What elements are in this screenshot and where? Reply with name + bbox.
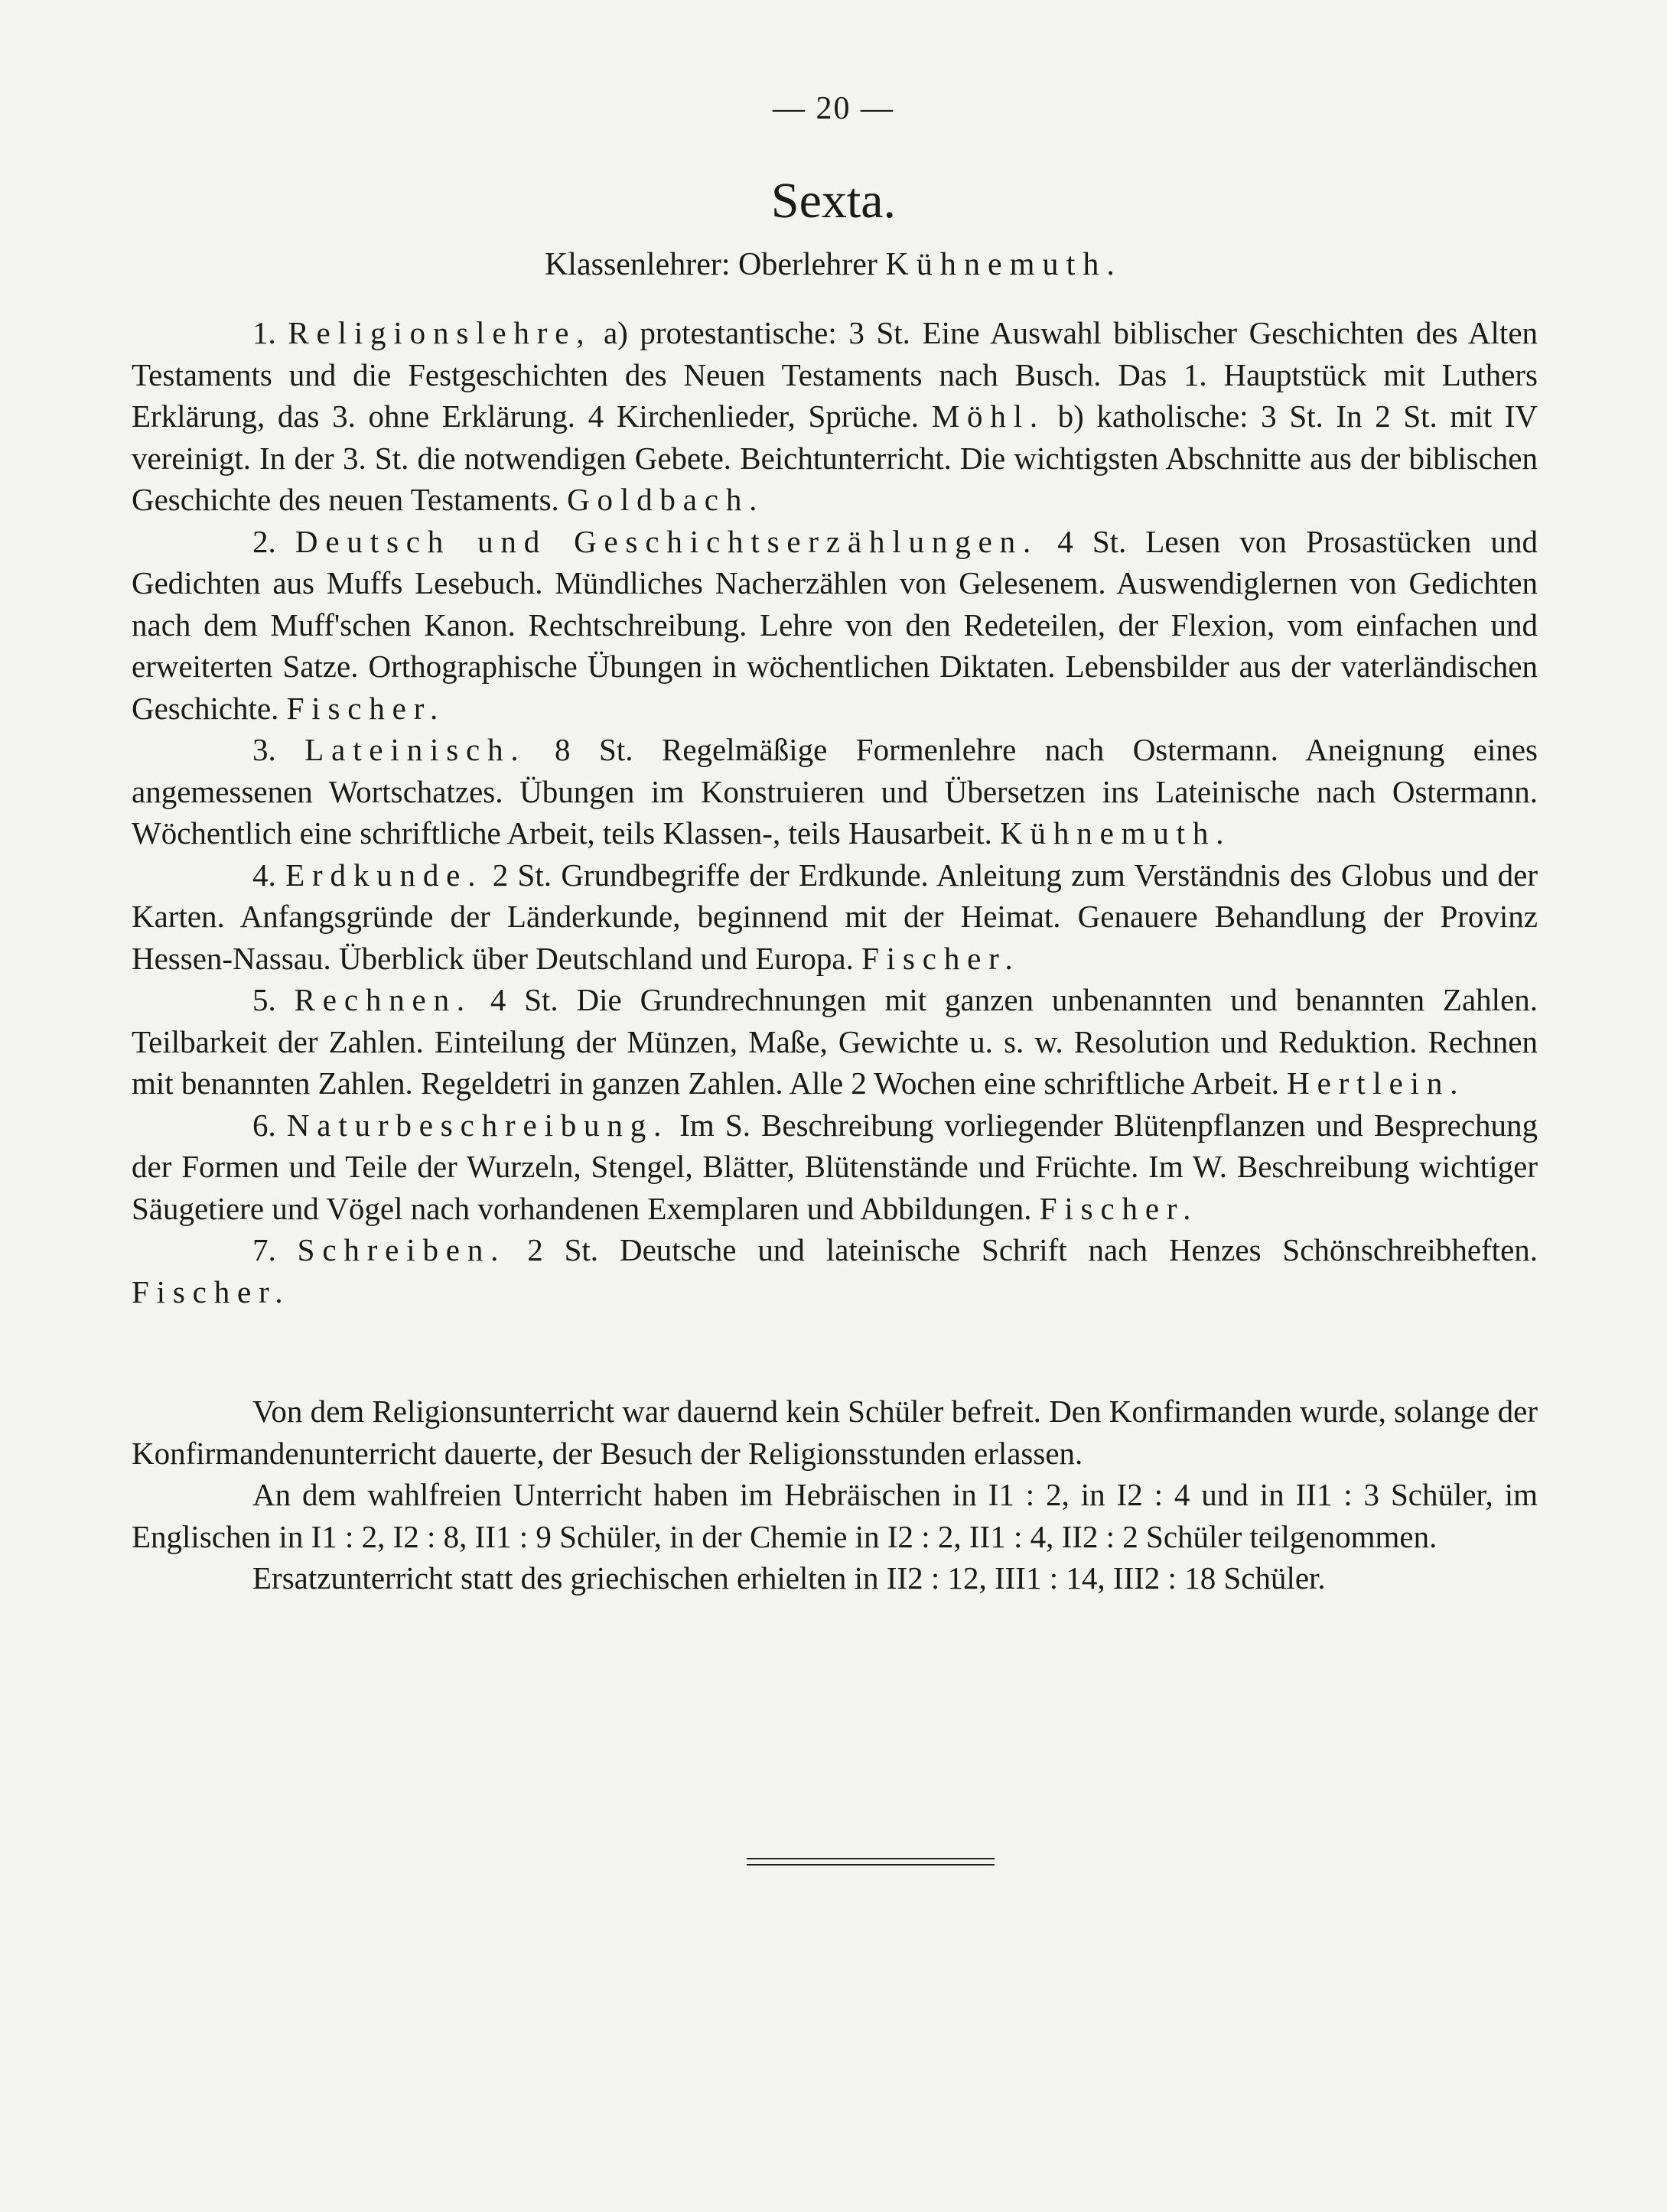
- subject-text: Im S. Beschreibung vorliegender Blütenpflanzen und Besprechung der Formen und Teile der Wurzeln, Stengel, Blätter, Blütenstände und Früchte. Im W. Beschreibung wichtiger Säugetiere und Vögel nach vorhandenen Exemplaren und Abbildungen.: [132, 1107, 1538, 1226]
- subject-religion: [132, 312, 1538, 521]
- subject-number: 7.: [252, 1232, 276, 1267]
- closing-rule-bottom: [747, 1864, 995, 1866]
- subject-text: 4 St. Die Grundrechnungen mit ganzen unbenannten und benannten Zahlen. Teilbarkeit der Zahlen. Einteilung der Münzen, Maße, Gewichte u. s. w. Resolution und Reduktion. Rechnen mit benannten Zahlen. Regeldetri in ganzen Zahlen. Alle 2 Wochen eine schriftliche Arbeit.: [132, 982, 1538, 1101]
- subject-teacher: Fischer.: [286, 690, 446, 726]
- subject-deutsch: [132, 521, 1538, 730]
- subject-name: Lateinisch.: [304, 732, 526, 767]
- note-greek-substitute: Ersatzunterricht statt des griechischen erhielten in II2 : 12, III1 : 14, III2 : 18 Schüler.: [252, 1560, 1326, 1596]
- closing-rule-top: [747, 1858, 995, 1859]
- subject-name: Rechnen.: [294, 982, 473, 1017]
- subject-number: 6.: [252, 1107, 276, 1143]
- class-teacher-line: [0, 246, 1667, 283]
- subject-teacher-catholic: Goldbach.: [567, 482, 765, 517]
- subject-number: 4.: [252, 857, 276, 893]
- note-optional-classes: An dem wahlfreien Unterricht haben im Hebräischen in I1 : 2, in I2 : 4 und in II1 : 3 Schüler, im Englischen in I1 : 2, I2 : 8, II1 : 9 Schüler, in der Chemie in I2 : 2, II1 : 4, II2 : 2 Schüler teilgenommen.: [132, 1477, 1538, 1554]
- subject-teacher: Hertlein.: [1287, 1065, 1466, 1101]
- subject-number: 5.: [252, 982, 276, 1017]
- class-teacher-name: Kühnemuth.: [885, 247, 1123, 282]
- subject-text: 2 St. Deutsche und lateinische Schrift nach Henzes Schönschreibheften.: [527, 1232, 1538, 1267]
- subject-teacher: Fischer.: [132, 1274, 291, 1309]
- subject-text: a) protestantische: 3 St. Eine Auswahl biblischer Geschichten des Alten Testaments und die Festgeschichten des Neuen Testaments nach Busch. Das 1. Hauptstück mit Luthers Erklärung, das 3. ohne Erklärung. 4 Kirchenlieder, Sprüche.: [132, 315, 1538, 434]
- subject-name: Naturbeschreibung.: [286, 1107, 669, 1143]
- subject-latein: [132, 729, 1538, 854]
- subject-teacher: Fischer.: [1039, 1190, 1199, 1226]
- subject-number: 2.: [252, 523, 276, 559]
- subject-teacher: Möhl.: [931, 398, 1045, 434]
- subject-name: Erdkunde.: [285, 857, 483, 893]
- subject-name: Religionslehre,: [288, 315, 592, 350]
- note-religion-exemption: Von dem Religionsunterricht war dauernd kein Schüler befreit. Den Konfirmanden wurde, solange der Konfirmandenunterricht dauerte, der Besuch der Religionsstunden erlassen.: [132, 1394, 1538, 1471]
- subject-text: 2 St. Grundbegriffe der Erdkunde. Anleitung zum Verständnis des Globus und der Karten. Anfangsgründe der Länderkunde, beginnend mit der Heimat. Genauere Behandlung der Provinz Hessen-Nassau. Überblick über Deutschland und Europa.: [132, 857, 1538, 976]
- subject-name: Schreiben.: [297, 1232, 506, 1267]
- document-body: [132, 312, 1538, 1599]
- subject-erdkunde: [132, 854, 1538, 980]
- section-gap: [132, 1313, 1538, 1391]
- subject-name: Deutsch und Geschichtserzählungen.: [295, 523, 1039, 559]
- subject-schreiben: [132, 1229, 1538, 1313]
- subject-teacher: Fischer.: [861, 940, 1021, 976]
- subject-text: 8 St. Regelmäßige Formenlehre nach Ostermann. Aneignung eines angemessenen Wortschatzes. Übungen im Konstruieren und Übersetzen ins Lateinische nach Ostermann. Wöchentlich eine schriftliche Arbeit, teils Klassen-, teils Hausarbeit.: [132, 732, 1538, 851]
- page-title: Sexta.: [770, 173, 897, 229]
- subject-text-catholic: b) katholische: 3 St. In 2 St. mit IV vereinigt. In der 3. St. die notwendigen Gebete. Beichtunterricht. Die wichtigsten Abschnitte aus der biblischen Geschichte des neuen Testaments.: [132, 398, 1538, 517]
- subject-rechnen: [132, 979, 1538, 1104]
- subject-number: 3.: [252, 732, 276, 767]
- class-teacher-label: Klassenlehrer: Oberlehrer: [544, 247, 877, 282]
- subject-text: 4 St. Lesen von Prosastücken und Gedichten aus Muffs Lesebuch. Mündliches Nacherzählen von Gelesenem. Auswendiglernen von Gedichten nach dem Muff'schen Kanon. Rechtschreibung. Lehre von den Redeteilen, der Flexion, vom einfachen und erweiterten Satze. Orthographische Übungen in wöchentlichen Diktaten. Lebensbilder aus der vaterländischen Geschichte.: [132, 523, 1538, 726]
- subject-teacher: Kühnemuth.: [1000, 815, 1232, 851]
- subject-naturbeschreibung: [132, 1104, 1538, 1230]
- subject-number: 1.: [252, 315, 276, 350]
- page-number: — 20 —: [773, 91, 894, 126]
